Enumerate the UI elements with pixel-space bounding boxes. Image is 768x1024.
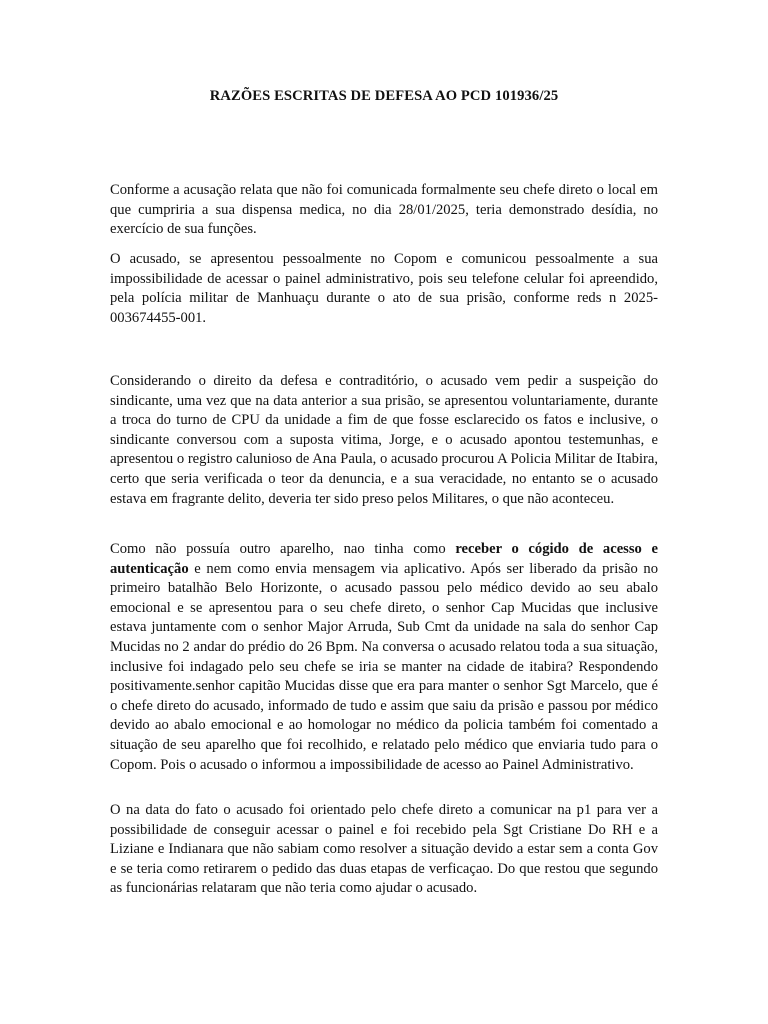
paragraph-no-device-end: e nem como envia mensagem via aplicativo. Após ser liberado da prisão no primeiro batalhão Belo Horizonte, o acusado passou pelo médico devido ao seu abalo emocional e se apresentou para o seu chefe direto, o senhor Cap Mucidas que inclusive estava juntamente com o senhor Major Arruda, Sub Cmt da unidade na sala do senhor Cap Mucidas no 2 andar do prédio do 26 Bpm. Na conversa o acusado relatou toda a sua situação, inclusive foi indagado pelo seu chefe se iria se manter na cidade de itabira? Respondendo positivamente.senhor capitão Mucidas disse que era para manter o senhor Sgt Marcelo, que é o chefe direto do acusado, informado de tudo e assim que saiu da prisão e passou por médico devido ao abalo emocional e ao homologar no médico da policia também foi comentado a situação de seu aparelho que foi recolhido, e relatado pelo médico que enviaria tudo para o Copom. Pois o acusado o informou a impossibilidade de acesso ao Painel Administrativo. [110,560,658,773]
paragraph-no-device-bold: receber o cógido de acesso e autenticação [110,541,658,577]
paragraph-no-device-start: Como não possuía outro aparelho, nao tinha como [110,541,456,557]
paragraph-suspicion: Considerando o direito da defesa e contraditório, o acusado vem pedir a suspeição do sindicante, uma vez que na data anterior a sua prisão, se apresentou voluntariamente, durante a troca do turno de CPU da unidade a fim de que fosse esclarecido os fatos e inclusive, o sindicante conversou com a suposta vitima, Jorge, e o acusado apontou testemunhas, e apresentou o registro calunioso de Ana Paula, o acusado procurou A Policia Militar de Itabira, certo que seria verificada o teor da denuncia, e a sua veracidade, no entanto se o acusado estava em fragrante delito, deveria ter sido preso pelos Militares, o que não aconteceu. [110,373,658,507]
paragraph-no-device [110,540,658,775]
document-title: RAZÕES ESCRITAS DE DEFESA AO PCD 101936/25 [209,88,559,104]
paragraph-accusation: Conforme a acusação relata que não foi comunicada formalmente seu chefe direto o local em que cumpriria a sua dispensa medica, no dia 28/01/2025, teria demonstrado desídia, no exercício de sua funções. [110,182,658,238]
paragraph-presentation: O acusado, se apresentou pessoalmente no Copom e comunicou pessoalmente a sua impossibilidade de acessar o painel administrativo, pois seu telefone celular foi apreendido, pela polícia militar de Manhuaçu durante o ato de sua prisão, conforme reds n 2025-003674455-001. [110,251,658,326]
paragraph-p1-orientation: O na data do fato o acusado foi orientado pelo chefe direto a comunicar na p1 para ver a possibilidade de conseguir acessar o painel e foi recebido pela Sgt Cristiane Do RH e a Liziane e Indianara que não sabiam como resolver a situação devido a estar sem a conta Gov e se teria como retirarem o pedido das duas etapas de verficaçao. Do que restou que segundo as funcionárias relataram que não teria como ajudar o acusado. [110,802,658,897]
